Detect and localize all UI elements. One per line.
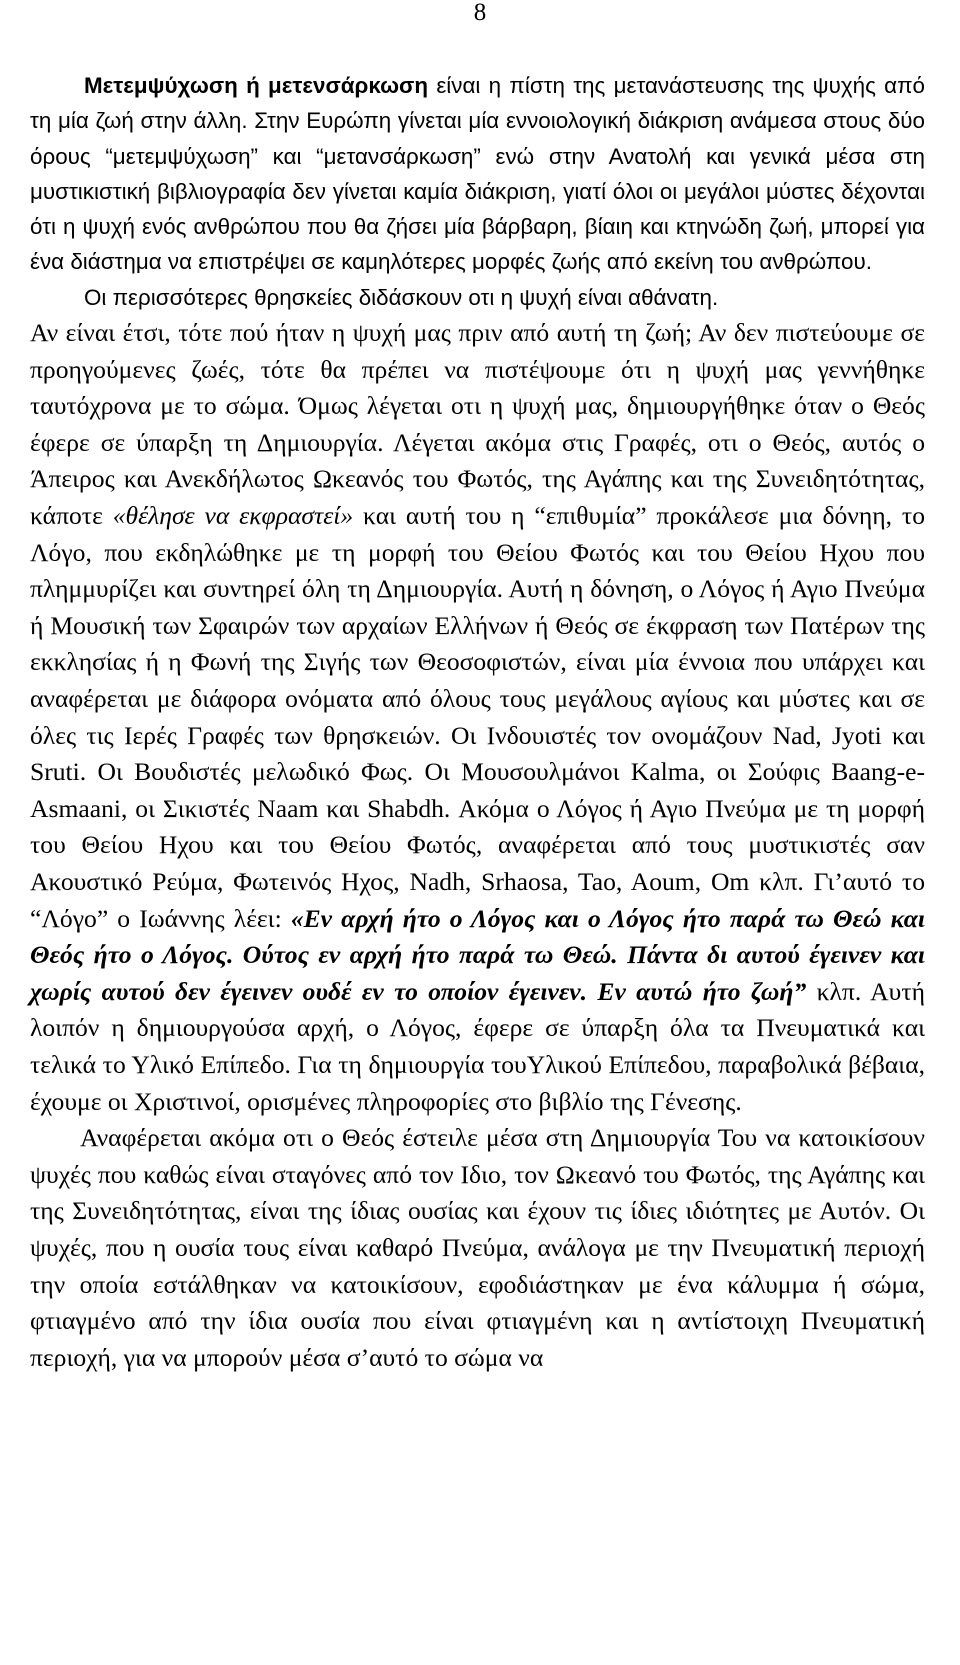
paragraph-3-text-a: Αν είναι έτσι, τότε πού ήταν η ψυχή μας πριν από αυτή τη ζωή; Αν δεν πιστεύουμε σε προηγούμενες ζωές, τότε θα πρέπει να πιστέψουμε ότι η ψυχή μας γεννήθηκε ταυτόχρονα με το σώμα. Όμως λέγεται οτι η ψυχή μας, δημιουργήθηκε όταν ο Θεός έφερε σε ύπαρξη τη Δημιουργία. Λέγεται ακόμα στις Γραφές, οτι ο Θεός, αυτός ο Άπειρος και Ανεκδήλωτος Ωκεανός του Φωτός, της Αγάπης και της Συνειδητότητας, κάποτε [30,318,925,531]
page-number: 8 [473,0,487,26]
paragraph-3-text-b: και αυτή του η “επιθυμία” προκάλεσε μια δόνηη, το Λόγο, που εκδηλώθηκε με τη μορφή του Θείου Φωτός και του Θείου Ηχου που πλημμυρίζει και συντηρεί όλη τη Δημιουργία. Αυτή η δόνηση, ο Λόγος ή Αγιο Πνεύμα ή Μουσική των Σφαιρών των αρχαίων Ελλήνων ή Θεός σε έκφραση των Πατέρων της εκκλησίας ή η Φωνή της Σιγής των Θεοσοφιστών, είναι μία έννοια που υπάρχει και αναφέρεται με διάφορα ονόματα από όλους τους μεγάλους αγίους και μύστες και σε όλες τις Ιερές Γραφές των θρησκειών. Οι Ινδουιστές τον ονομάζουν Nad, Jyoti και Sruti. Οι Βουδιστές μελωδικό Φως. Οι Μουσουλμάνοι Kalma, οι Σούφις Baang-e-Asmaani, οι Σικιστές Naam και Shabdh. Ακόμα ο Λόγος ή Αγιο Πνεύμα με τη μορφή του Θείου Ηχου και του Θείου Φωτός, αναφέρεται από τους μυστικιστές σαν Ακουστικό Ρεύμα, Φωτεινός Ηχος, Nadh, Srhaosa, Tao, Aoum, Om κλπ. Γι’αυτό το “Λόγο” ο Ιωάννης λέει: [30,501,925,933]
paragraph-3-text-c: κλπ. Αυτή λοιπόν η δημιουργούσα αρχή, ο Λόγος, έφερε σε ύπαρξη όλα τα Πνευματικά και τελικά το Υλικό Επίπεδο. Για τη δημιουργία τουΥλικού Επίπεδου, παραβολικά βέβαια, έχουμε οι Χριστινοί, ορισμένες πληροφορίες στο βιβλίο της Γένεσης. [30,976,925,1116]
italic-quote-express: «θέλησε να εκφραστεί» [112,501,354,531]
paragraph-souls-sent [30,1120,925,1376]
paragraph-metempsychosis [30,68,925,280]
john-gospel-quote: «Εν αρχή ήτο ο Λόγος και ο Λόγος ήτο παρά τω Θεώ και Θεός ήτο ο Λόγος. Ούτος εν αρχή ήτο παρά τω Θεώ. Πάντα δι αυτού έγεινεν και χωρίς αυτού δεν έγεινεν ουδέ εν το οποίον έγεινεν. Εν αυτώ ήτο ζωή” [30,903,925,1006]
paragraph-4-text: Αναφέρεται ακόμα οτι ο Θεός έστειλε μέσα στη Δημιουργία Του να κατοικίσουν ψυχές που καθώς είναι σταγόνες από τον Ιδιο, τον Ωκεανό του Φωτός, της Αγάπης και της Συνειδητότητας, είναι της ίδιας ουσίας και έχουν τις ίδιες ιδιότητες με Αυτόν. Οι ψυχές, που η ουσία τους είναι καθαρό Πνεύμα, ανάλογα με την Πνευματική περιοχή την οποία εστάλθηκαν να κατοικίσουν, εφοδιάστηκαν με ένα κάλυμμα ή σώμα, φτιαγμένο από την ίδια ουσία που είναι φτιαγμένη και η αντίστοιχη Πνευματική περιοχή, για να μπορούν μέσα σ’αυτό το σώμα να [30,1123,925,1372]
paragraph-immortal-soul [30,280,925,315]
term-heading: Μετεμψύχωση ή μετενσάρκωση [84,73,429,98]
paragraph-2-text: Οι περισσότερες θρησκείες διδάσκουν οτι η ψυχή είναι αθάνατη. [84,284,719,310]
paragraph-1-text: είναι η πίστη της μετανάστευσης της ψυχής από τη μία ζωή στην άλλη. Στην Ευρώπη γίνεται μία εννοιολογική διάκριση ανάμεσα στους δύο όρους “μετεμψύχωση” και “μετανσάρκωση” ενώ στην Ανατολή και γενικά μέσα στη μυστικιστική βιβλιογραφία δεν γίνεται καμία διάκριση, γιατί όλοι οι μεγάλοι μύστες δέχονται ότι η ψυχή ενός ανθρώπου που θα ζήσει μία βάρβαρη, βίαιη και κτηνώδη ζωή, μπορεί για ένα διάστημα να επιστρέψει σε καμηλότερες μορφές ζωής από εκείνη του ανθρώπου. [30,73,925,275]
body-text [30,68,925,1376]
paragraph-creation-word [30,315,925,1120]
